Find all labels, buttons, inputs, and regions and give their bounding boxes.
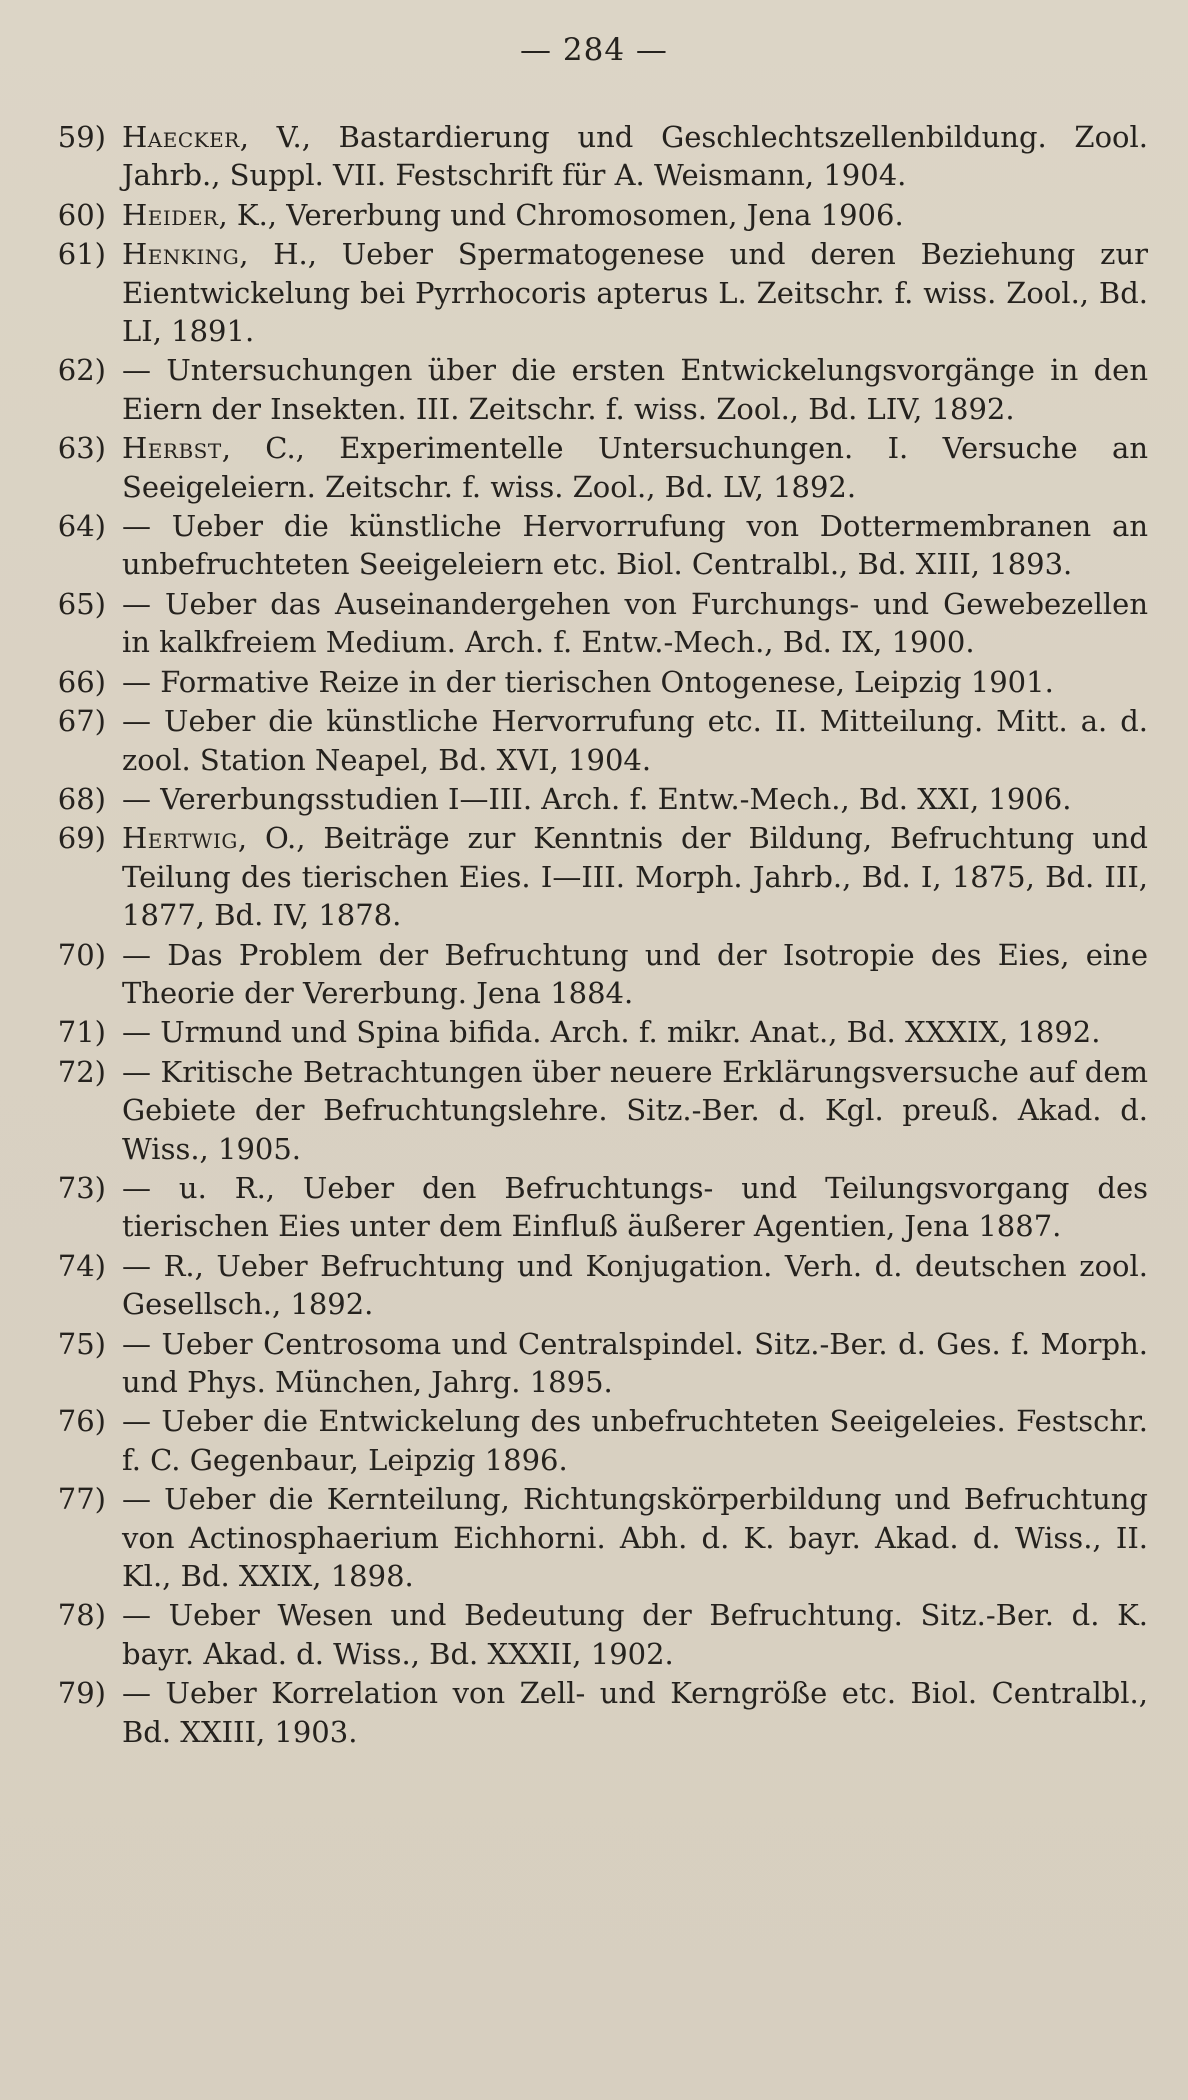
reference-text — [116, 118, 1148, 195]
reference-entry — [40, 1674, 1148, 1751]
reference-entry — [40, 429, 1148, 506]
reference-author: Heider — [122, 197, 219, 232]
reference-citation: — Urmund und Spina bifida. Arch. f. mikr. Anat., Bd. XXXIX, 1892. — [122, 1015, 1101, 1050]
reference-citation: , V., Bastardierung und Geschlechtszellenbildung. Zool. Jahrb., Suppl. VII. Festschrift für A. Weismann, 1904. — [122, 120, 1148, 193]
reference-number: 78) — [57, 1598, 106, 1633]
reference-author: Hertwig — [122, 821, 238, 856]
reference-number: 59) — [57, 120, 106, 154]
reference-author: Haecker — [122, 120, 240, 154]
reference-text — [116, 1596, 1148, 1673]
reference-entry — [40, 1013, 1148, 1051]
reference-text — [116, 1053, 1148, 1168]
reference-entry — [40, 1169, 1148, 1246]
reference-citation: — Ueber die künstliche Hervorrufung von Dottermembranen an unbefruchteten Seeigeleiern etc. Biol. Centralbl., Bd. XIII, 1893. — [122, 509, 1148, 582]
reference-entry — [40, 1596, 1148, 1673]
reference-citation: , H., Ueber Spermatogenese und deren Beziehung zur Eientwickelung bei Pyrrhocoris apterus L. Zeitschr. f. wiss. Zool., Bd. LI, 1891. — [122, 237, 1148, 349]
reference-number: 73) — [57, 1170, 106, 1205]
reference-text — [116, 429, 1148, 506]
reference-text — [116, 702, 1148, 779]
reference-citation: — Untersuchungen über die ersten Entwickelungsvorgänge in den Eiern der Insekten. III. Zeitschr. f. wiss. Zool., Bd. LIV, 1892. — [122, 353, 1148, 426]
reference-entry — [40, 780, 1148, 818]
reference-text — [116, 585, 1148, 662]
reference-number: 76) — [57, 1404, 106, 1439]
reference-entry — [40, 585, 1148, 662]
reference-citation: — Vererbungsstudien I—III. Arch. f. Entw.-Mech., Bd. XXI, 1906. — [122, 781, 1072, 816]
reference-citation: — R., Ueber Befruchtung und Konjugation. Verh. d. deutschen zool. Gesellsch., 1892. — [122, 1248, 1148, 1322]
reference-entry — [40, 1402, 1148, 1479]
reference-number: 69) — [57, 821, 106, 856]
reference-citation: — Ueber Centrosoma und Centralspindel. Sitz.-Ber. d. Ges. f. Morph. und Phys. München, Jahrg. 1895. — [122, 1326, 1148, 1399]
reference-number: 79) — [57, 1676, 106, 1711]
reference-number: 77) — [57, 1482, 106, 1517]
reference-entry — [40, 819, 1148, 934]
reference-entry — [40, 351, 1148, 428]
reference-number: 67) — [57, 704, 106, 739]
reference-citation: — Ueber Korrelation von Zell- und Kerngröße etc. Biol. Centralbl., Bd. XXIII, 1903. — [122, 1676, 1148, 1749]
reference-text — [116, 196, 1148, 234]
reference-author: Herbst — [122, 431, 222, 466]
reference-citation: , C., Experimentelle Untersuchungen. I. Versuche an Seeigeleiern. Zeitschr. f. wiss. Zool., Bd. LV, 1892. — [122, 431, 1148, 504]
reference-author: Henking — [122, 237, 240, 272]
reference-number: 66) — [57, 664, 106, 699]
reference-entry — [40, 702, 1148, 779]
reference-entry — [40, 507, 1148, 584]
reference-text — [116, 1325, 1148, 1402]
page-number: — 284 — — [520, 32, 668, 68]
reference-entry — [40, 1325, 1148, 1402]
reference-citation: — Ueber Wesen und Bedeutung der Befruchtung. Sitz.-Ber. d. K. bayr. Akad. d. Wiss., Bd. XXXII, 1902. — [122, 1598, 1148, 1671]
reference-text — [116, 780, 1148, 818]
reference-citation: , O., Beiträge zur Kenntnis der Bildung, Befruchtung und Teilung des tierischen Eies. I—III. Morph. Jahrb., Bd. I, 1875, Bd. III, 1877, Bd. IV, 1878. — [122, 821, 1148, 933]
reference-list — [40, 118, 1148, 1752]
reference-citation: — Ueber das Auseinandergehen von Furchungs- und Gewebezellen in kalkfreiem Medium. Arch. f. Entw.-Mech., Bd. IX, 1900. — [122, 586, 1148, 660]
reference-text — [116, 1480, 1148, 1595]
reference-citation: — Ueber die Entwickelung des unbefruchteten Seeigeleies. Festschr. f. C. Gegenbaur, Leipzig 1896. — [122, 1404, 1148, 1477]
reference-text — [116, 235, 1148, 350]
reference-entry — [40, 1053, 1148, 1168]
reference-number: 71) — [57, 1015, 106, 1050]
reference-text — [116, 936, 1148, 1013]
reference-entry — [40, 235, 1148, 350]
reference-citation: — Ueber die Kernteilung, Richtungskörperbildung und Befruchtung von Actinosphaerium Eichhorni. Abh. d. K. bayr. Akad. d. Wiss., II. Kl., Bd. XXIX, 1898. — [122, 1482, 1148, 1594]
reference-text — [116, 1402, 1148, 1479]
reference-number: 70) — [57, 937, 106, 972]
reference-number: 64) — [57, 509, 106, 544]
reference-text — [116, 507, 1148, 584]
reference-text — [116, 1674, 1148, 1751]
reference-number: 72) — [57, 1054, 106, 1089]
reference-citation: — u. R., Ueber den Befruchtungs- und Teilungsvorgang des tierischen Eies unter dem Einfluß äußerer Agentien, Jena 1887. — [122, 1170, 1148, 1244]
reference-entry — [40, 1480, 1148, 1595]
reference-number: 75) — [57, 1326, 106, 1361]
reference-citation: , K., Vererbung und Chromosomen, Jena 1906. — [218, 197, 904, 232]
reference-number: 62) — [57, 353, 106, 388]
reference-entry — [40, 1247, 1148, 1324]
reference-citation: — Formative Reize in der tierischen Ontogenese, Leipzig 1901. — [122, 664, 1054, 699]
reference-entry — [40, 663, 1148, 701]
reference-citation: — Das Problem der Befruchtung und der Isotropie des Eies, eine Theorie der Vererbung. Jena 1884. — [122, 937, 1148, 1010]
reference-number: 61) — [57, 237, 106, 272]
reference-entry — [40, 936, 1148, 1013]
reference-text — [116, 1169, 1148, 1246]
reference-entry — [40, 118, 1148, 195]
reference-number: 63) — [57, 431, 106, 466]
reference-text — [116, 351, 1148, 428]
reference-number: 60) — [57, 197, 106, 232]
reference-citation: — Ueber die künstliche Hervorrufung etc. II. Mitteilung. Mitt. a. d. zool. Station Neapel, Bd. XVI, 1904. — [122, 704, 1148, 777]
reference-text — [116, 1013, 1148, 1051]
reference-text — [116, 819, 1148, 934]
reference-number: 65) — [57, 586, 106, 621]
reference-citation: — Kritische Betrachtungen über neuere Erklärungsversuche auf dem Gebiete der Befruchtungslehre. Sitz.-Ber. d. Kgl. preuß. Akad. d. Wiss., 1905. — [122, 1054, 1148, 1166]
reference-number: 74) — [57, 1248, 106, 1283]
reference-entry — [40, 196, 1148, 234]
reference-text — [116, 1247, 1148, 1324]
reference-number: 68) — [57, 781, 106, 816]
reference-text — [116, 663, 1148, 701]
